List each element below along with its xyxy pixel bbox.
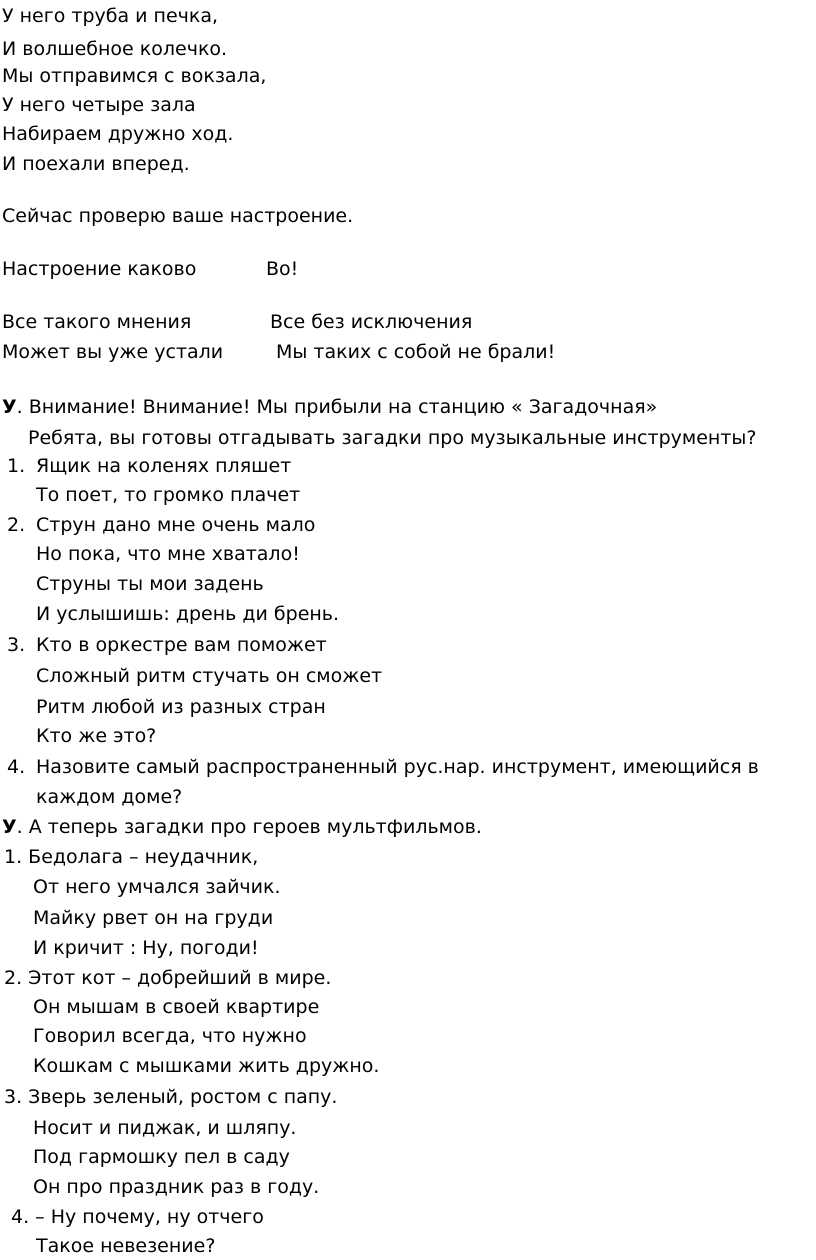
response-line: Во!: [266, 258, 299, 280]
riddle-line: Носит и пиджак, и шляпу.: [33, 1117, 297, 1139]
call-line: Настроение каково: [2, 258, 197, 280]
riddle-line: Под гармошку пел в саду: [33, 1146, 290, 1168]
riddle-line: То поет, то громко плачет: [36, 484, 301, 506]
poem-line: У него четыре зала: [2, 94, 196, 116]
riddle-number: 3.: [7, 634, 26, 656]
announcement-line: [2, 813, 482, 841]
riddle-line: каждом доме?: [36, 786, 183, 808]
riddle-line: Струн дано мне очень мало: [36, 514, 316, 536]
riddle-line: Струны ты мои задень: [36, 573, 264, 595]
riddle-line: Назовите самый распространенный рус.нар. инструмент, имеющийся в: [36, 756, 759, 778]
riddle-line: Но пока, что мне хватало!: [36, 543, 300, 565]
response-line: Все без исключения: [270, 311, 473, 333]
speaker-label: У: [2, 396, 17, 418]
riddle-line: Говорил всегда, что нужно: [33, 1025, 307, 1047]
riddle-line: От него умчался зайчик.: [33, 876, 281, 898]
riddle-line: Такое невезение?: [36, 1235, 216, 1257]
riddle-line: Майку рвет он на груди: [33, 907, 274, 929]
riddle-line: И кричит : Ну, погоди!: [33, 937, 259, 959]
riddle-line: 2. Этот кот – добрейший в мире.: [4, 967, 332, 989]
announcement-line: [2, 393, 657, 421]
poem-line: И поехали вперед.: [2, 153, 190, 175]
response-line: Мы таких с собой не брали!: [276, 341, 556, 363]
riddle-number: 2.: [7, 514, 26, 536]
riddle-line: 4. – Ну почему, ну отчего: [11, 1206, 264, 1228]
riddle-number: 4.: [7, 756, 26, 778]
poem-line: У него труба и печка,: [2, 5, 219, 27]
riddle-line: Кошкам с мышками жить дружно.: [33, 1055, 380, 1077]
riddle-line: Он мышам в своей квартире: [33, 996, 320, 1018]
riddle-number: 1.: [7, 455, 26, 477]
poem-line: Мы отправимся с вокзала,: [2, 65, 267, 87]
riddle-line: 1. Бедолага – неудачник,: [4, 846, 259, 868]
speaker-label: У: [2, 816, 17, 838]
riddle-line: 3. Зверь зеленый, ростом с папу.: [4, 1086, 338, 1108]
announcement-text: . А теперь загадки про героев мультфильмов.: [16, 816, 482, 838]
call-line: Все такого мнения: [2, 311, 192, 333]
riddle-line: Он про праздник раз в году.: [33, 1176, 320, 1198]
poem-line: И волшебное колечко.: [2, 38, 228, 60]
call-line: Может вы уже устали: [2, 341, 224, 363]
riddle-line: Сложный ритм стучать он сможет: [36, 665, 383, 687]
question-line: Ребята, вы готовы отгадывать загадки про музыкальные инструменты?: [28, 427, 757, 449]
riddle-line: И услышишь: дрень ди брень.: [36, 603, 340, 625]
riddle-line: Кто в оркестре вам поможет: [36, 634, 327, 656]
riddle-line: Ящик на коленях пляшет: [36, 455, 292, 477]
riddle-line: Кто же это?: [36, 725, 157, 747]
riddle-line: Ритм любой из разных стран: [36, 696, 326, 718]
poem-line: Набираем дружно ход.: [2, 123, 234, 145]
announcement-text: . Внимание! Внимание! Мы прибыли на станцию « Загадочная»: [16, 396, 658, 418]
mood-check-line: Сейчас проверю ваше настроение.: [2, 205, 354, 227]
